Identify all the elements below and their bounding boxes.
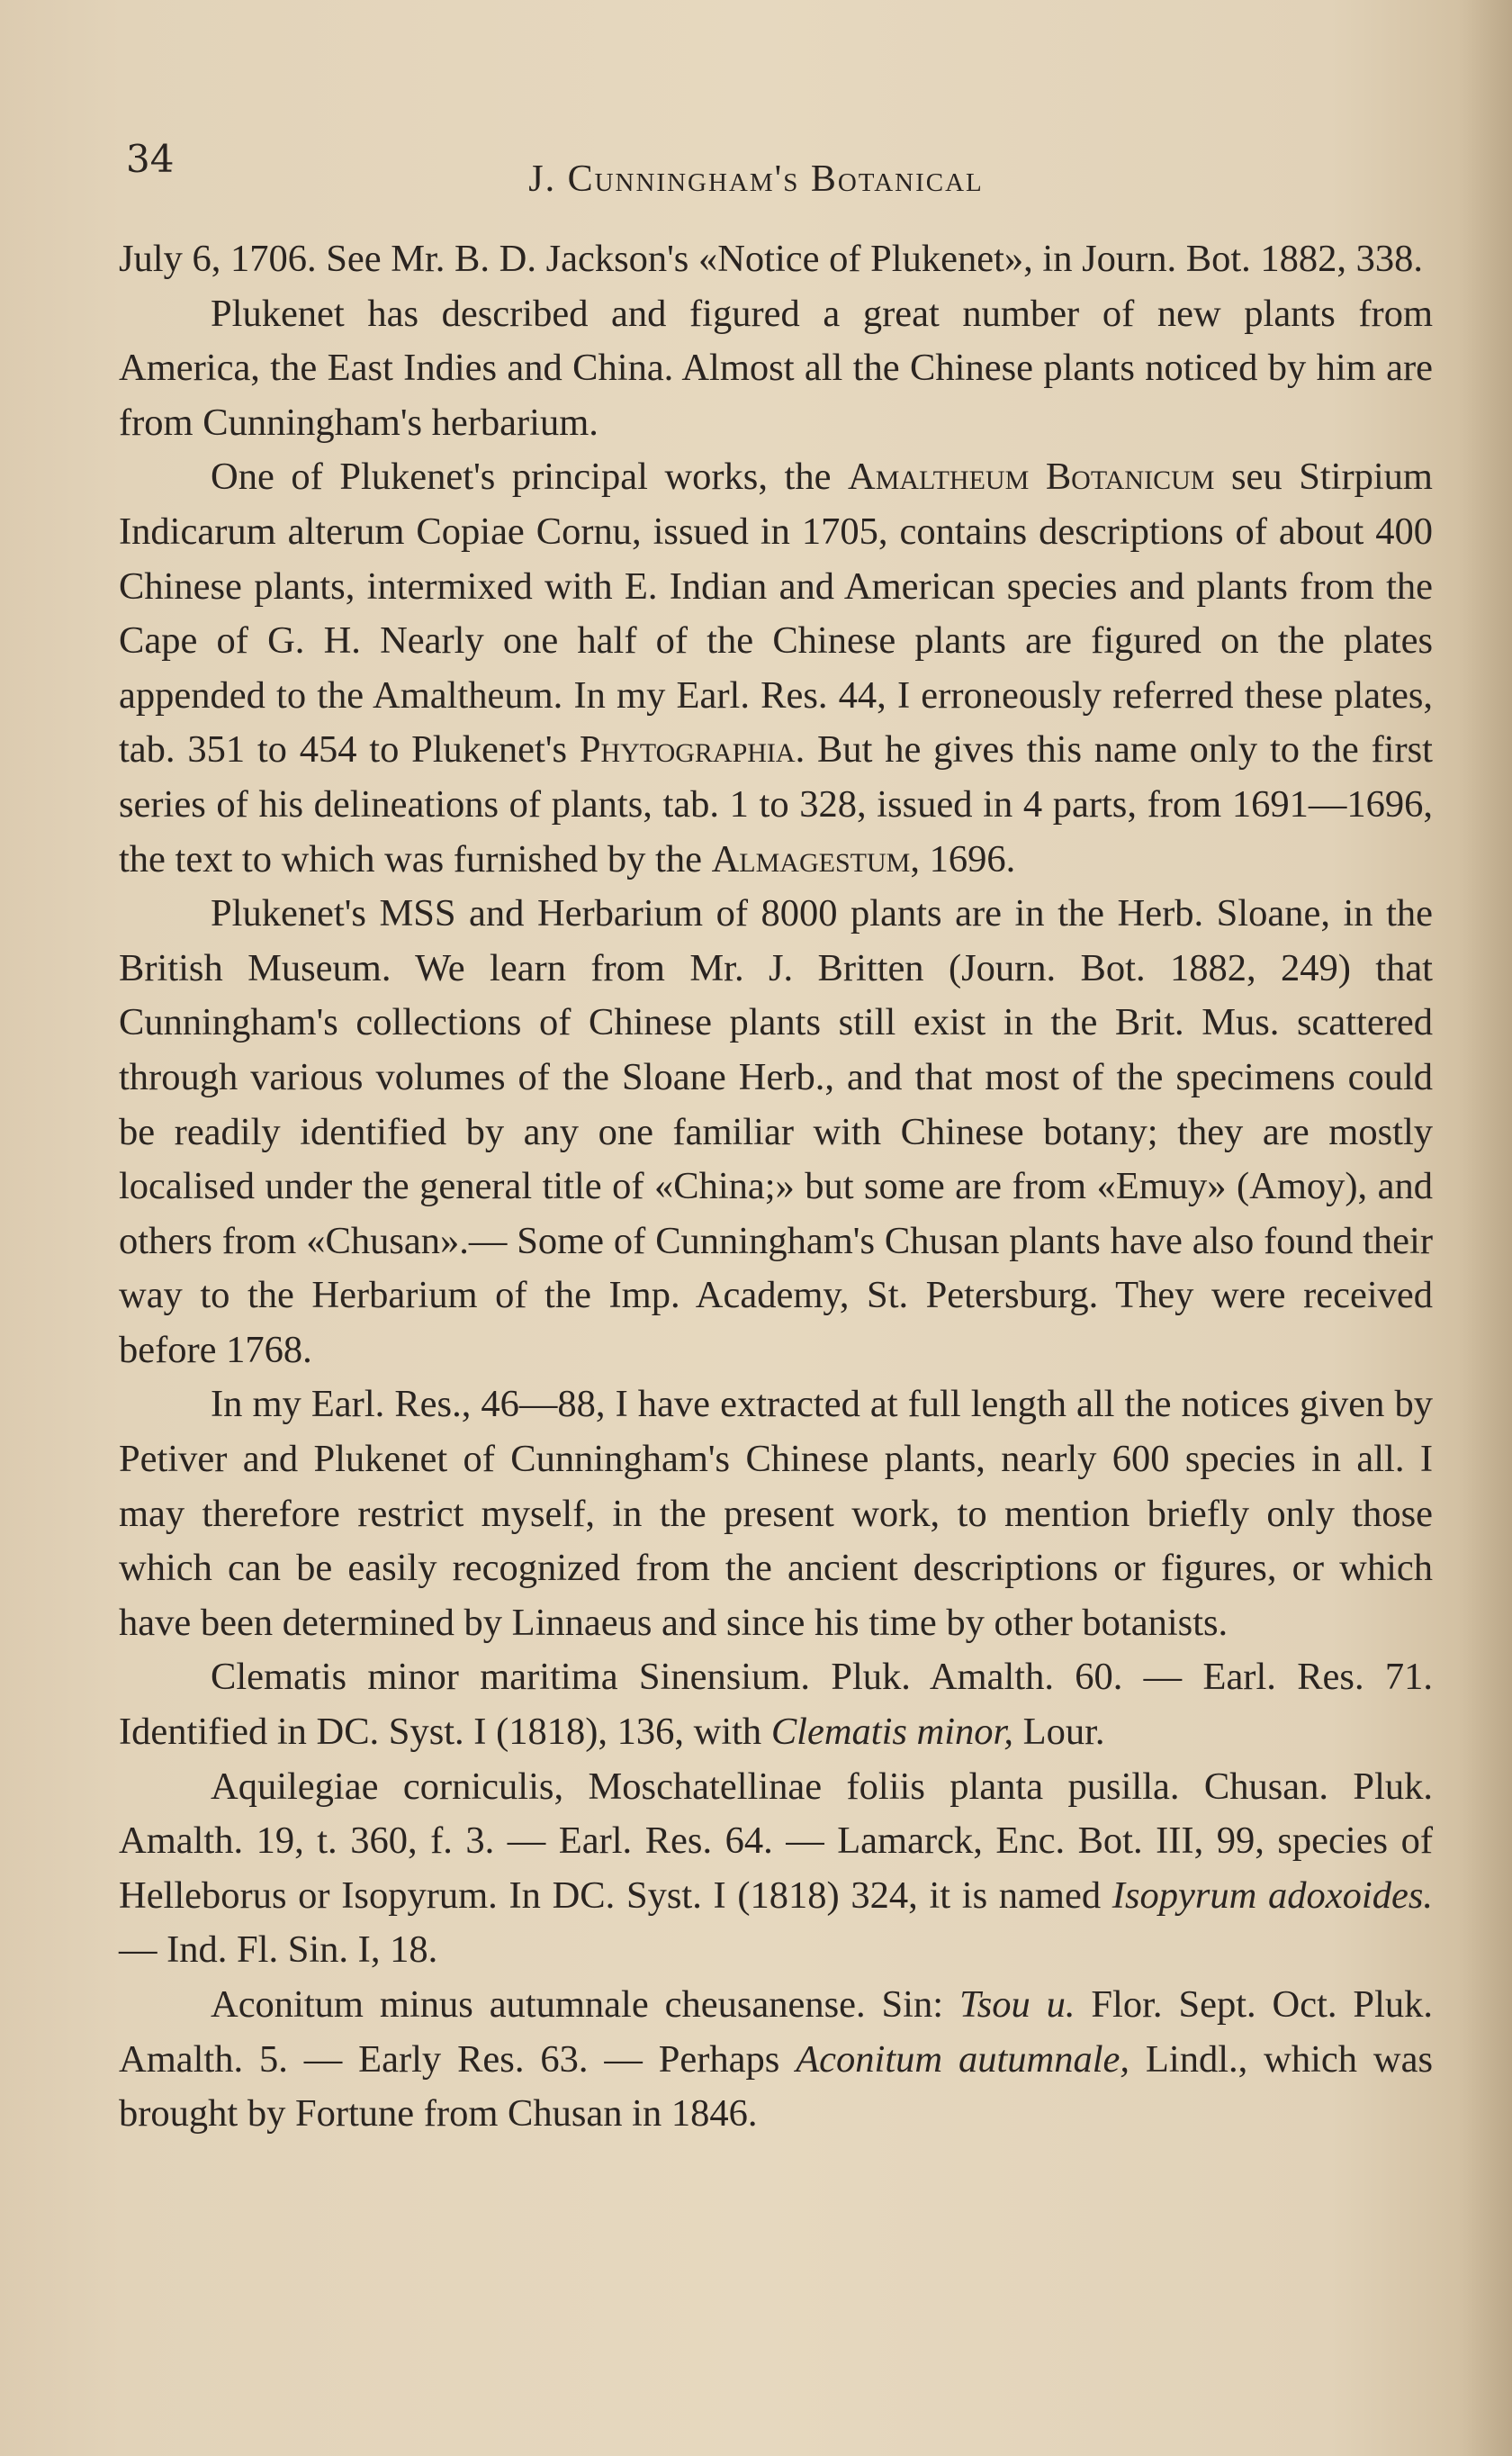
text-run: Flor. Sept. Oct. Pluk. Amalth. 5. — Early Res. 63. — Perhaps	[119, 1983, 1434, 2081]
paragraph-continuation: July 6, 1706. See Mr. B. D. Jackson's «Notice of Plukenet», in Journ. Bot. 1882, 338.	[119, 238, 1424, 280]
text-run: . But he gives this name only to the first series of his delineations of plants, tab. 1 to 328, issued in 4 parts, from 1691—1696, the text to which was furnished by the	[119, 728, 1433, 880]
text-run: Lindl., which was brought by Fortune from Chusan in 1846.	[119, 2037, 1433, 2135]
text-run: Aconitum minus autumnale cheusanense. Sin:	[211, 1983, 959, 2026]
page-number: 34	[126, 137, 175, 181]
paragraph-plukenet-described: Plukenet has described and figured a great number of new plants from America, the East Indies and China. Almost all the Chinese plants noticed by him are from Cunningham's herbarium.	[119, 292, 1433, 444]
species-name: Aconitum autumnale,	[796, 2037, 1130, 2081]
species-name: Clematis minor,	[770, 1711, 1014, 1754]
text-run: One of Plukenet's principal works, the	[211, 456, 848, 499]
species-name: Isopyrum adoxoides.	[1112, 1874, 1433, 1917]
text-run: Lour.	[1013, 1711, 1105, 1754]
title-almagestum: Almagestum	[711, 837, 911, 880]
page-edge-shadow	[1458, 0, 1512, 2456]
text-run: seu Stirpium Indicarum alterum Copiae Cornu, issued in 1705, contains descriptions of about 400 Chinese plants, intermixed with E. Indian and American species and plants from the Cape of G. H. Nearly one half of the Chinese plants are figured on the plates appended to the Amaltheum. In my Earl. Res. 44, I erroneously referred these plates, tab. 351 to 454 to Plukenet's	[119, 456, 1433, 772]
text-run: Clematis minor maritima Sinensium. Pluk. Amalth. 60. — Earl. Res. 71. Identified in DC. Syst. I (1818), 136, with	[119, 1656, 1433, 1754]
chinese-name: Tsou u.	[958, 1983, 1076, 2026]
paragraph-earl-res: In my Earl. Res., 46—88, I have extracted at full length all the notices given by Petiver and Plukenet of Cunningham's Chinese plants, nearly 600 species in all. I may therefore restrict myself, in the present work, to mention briefly only those which can be easily recognized from the ancient descriptions or figures, or which have been determined by Linnaeus and since his time by other botanists.	[119, 1383, 1433, 1644]
title-amaltheum-botanicum: Amaltheum Botanicum	[848, 456, 1215, 499]
entry-clematis	[119, 1650, 1433, 1759]
body-text	[119, 232, 1433, 2142]
paragraph-principal-works	[119, 450, 1433, 887]
text-run: , 1696.	[910, 837, 1016, 880]
paragraph-mss-herbarium: Plukenet's MSS and Herbarium of 8000 plants are in the Herb. Sloane, in the British Museum. We learn from Mr. J. Britten (Journ. Bot. 1882, 249) that Cunningham's collections of Chinese plants still exist in the Brit. Mus. scattered through various volumes of the Sloane Herb., and that most of the specimens could be readily identified by any one familiar with Chinese botany; they are mostly localised under the general title of «China;» but some are from «Emuy» (Amoy), and others from «Chusan».— Some of Cunningham's Chusan plants have also found their way to the Herbarium of the Imp. Academy, St. Petersburg. They were received before 1768.	[119, 892, 1433, 1371]
text-run: — Ind. Fl. Sin. I, 18.	[119, 1928, 438, 1972]
entry-aconitum	[119, 1978, 1433, 2142]
title-phytographia: Phytographia	[579, 728, 796, 772]
entry-aquilegiae	[119, 1760, 1433, 1978]
running-title: J. Cunningham's Botanical	[528, 158, 984, 200]
text-run: Aquilegiae corniculis, Moschatellinae foliis planta pusilla. Chusan. Pluk. Amalth. 19, t. 360, f. 3. — Earl. Res. 64. — Lamarck, Enc. Bot. III, 99, species of Helleborus or Isopyrum. In DC. Syst. I (1818) 324, it is named	[119, 1765, 1433, 1917]
